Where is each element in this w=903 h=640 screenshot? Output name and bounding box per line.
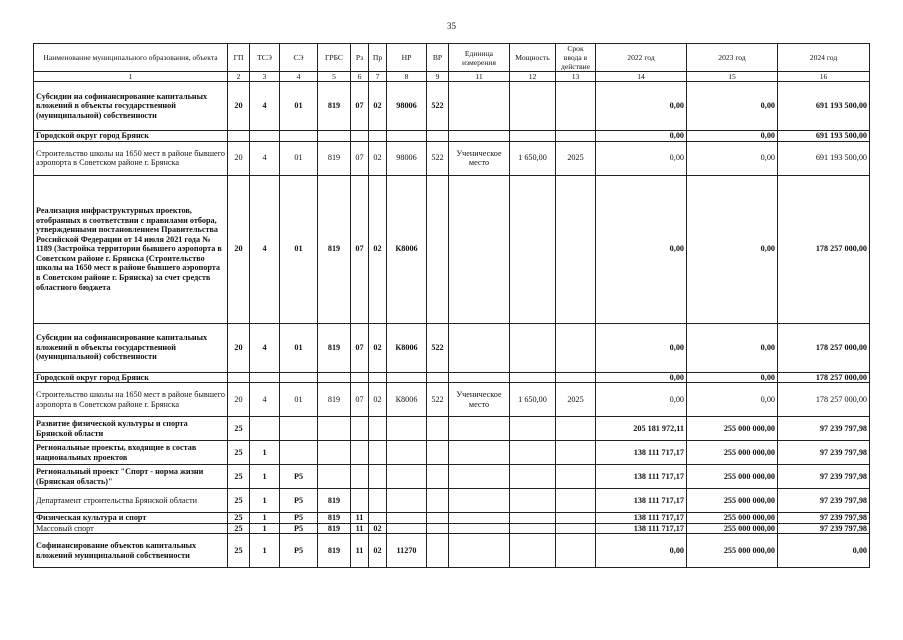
cell-gp: 20 <box>228 82 250 131</box>
cell-rz <box>351 465 369 489</box>
cell-vr <box>427 175 449 323</box>
cell-term: 2025 <box>556 141 596 175</box>
cell-power <box>510 465 556 489</box>
cell-tse: 4 <box>250 383 280 417</box>
cell-term <box>556 372 596 383</box>
cell-tse: 4 <box>250 141 280 175</box>
cell-2022: 138 111 717,17 <box>596 489 687 513</box>
cell-pr: 02 <box>369 82 387 131</box>
cell-2022: 0,00 <box>596 372 687 383</box>
cell-2022: 0,00 <box>596 82 687 131</box>
cell-grbs <box>318 131 351 142</box>
cell-pr: 02 <box>369 175 387 323</box>
cell-pr <box>369 131 387 142</box>
row-name: Городской округ город Брянск <box>34 131 228 142</box>
cell-nr <box>387 523 427 534</box>
cell-power <box>510 489 556 513</box>
cell-se: Р5 <box>280 513 318 524</box>
cell-vr: 522 <box>427 383 449 417</box>
cell-2022: 0,00 <box>596 175 687 323</box>
cell-power <box>510 323 556 372</box>
cell-se: Р5 <box>280 534 318 568</box>
cell-gp: 25 <box>228 534 250 568</box>
row-name: Региональные проекты, входящие в состав национальных проектов <box>34 441 228 465</box>
row-name: Строительство школы на 1650 мест в районе бывшего аэропорта в Советском районе г. Брянска <box>34 383 228 417</box>
index-cell: 7 <box>369 72 387 82</box>
cell-unit <box>449 131 510 142</box>
cell-2022: 205 181 972,11 <box>596 417 687 441</box>
cell-grbs: 819 <box>318 141 351 175</box>
cell-grbs: 819 <box>318 383 351 417</box>
cell-nr: К8006 <box>387 175 427 323</box>
cell-2022: 138 111 717,17 <box>596 441 687 465</box>
cell-tse: 1 <box>250 523 280 534</box>
cell-rz <box>351 372 369 383</box>
cell-nr: 11270 <box>387 534 427 568</box>
cell-power <box>510 175 556 323</box>
cell-2023: 0,00 <box>687 323 778 372</box>
table-row <box>34 465 870 489</box>
cell-se <box>280 417 318 441</box>
cell-pr <box>369 489 387 513</box>
cell-2023: 255 000 000,00 <box>687 489 778 513</box>
cell-rz <box>351 417 369 441</box>
cell-tse <box>250 131 280 142</box>
cell-gp <box>228 372 250 383</box>
cell-unit <box>449 523 510 534</box>
cell-2022: 0,00 <box>596 131 687 142</box>
cell-tse: 4 <box>250 175 280 323</box>
cell-gp: 25 <box>228 489 250 513</box>
cell-unit <box>449 465 510 489</box>
table-row <box>34 417 870 441</box>
row-name: Физическая культура и спорт <box>34 513 228 524</box>
cell-vr: 522 <box>427 82 449 131</box>
cell-pr: 02 <box>369 523 387 534</box>
cell-term <box>556 82 596 131</box>
table-row <box>34 534 870 568</box>
table-row <box>34 523 870 534</box>
cell-2023: 0,00 <box>687 175 778 323</box>
index-cell: 4 <box>280 72 318 82</box>
cell-2024: 178 257 000,00 <box>778 383 870 417</box>
cell-2023: 255 000 000,00 <box>687 513 778 524</box>
cell-se: 01 <box>280 383 318 417</box>
cell-term <box>556 441 596 465</box>
index-cell: 3 <box>250 72 280 82</box>
cell-se: 01 <box>280 141 318 175</box>
cell-2024: 97 239 797,98 <box>778 513 870 524</box>
cell-vr <box>427 534 449 568</box>
row-name: Департамент строительства Брянской области <box>34 489 228 513</box>
cell-grbs <box>318 417 351 441</box>
cell-2023: 0,00 <box>687 82 778 131</box>
cell-unit <box>449 417 510 441</box>
cell-pr <box>369 417 387 441</box>
cell-2022: 138 111 717,17 <box>596 523 687 534</box>
cell-tse: 1 <box>250 465 280 489</box>
cell-tse: 4 <box>250 82 280 131</box>
cell-nr <box>387 131 427 142</box>
cell-gp: 25 <box>228 465 250 489</box>
cell-rz: 07 <box>351 175 369 323</box>
cell-term <box>556 489 596 513</box>
cell-2023: 255 000 000,00 <box>687 534 778 568</box>
cell-se: 01 <box>280 82 318 131</box>
cell-term <box>556 513 596 524</box>
row-name: Реализация инфраструктурных проектов, отобранных в соответствии с правилами отбора, утвержденными постановлением Правительства Российской Федерации от 14 июля 2021 года № 1189 (Застройка территории бывшего аэропорта в Советском районе г. Брянска (Строительство школы на 1650 мест в районе бывшего аэропорта в Советском районе г. Брянска) за счет средств областного бюджета <box>34 175 228 323</box>
row-name: Строительство школы на 1650 мест в районе бывшего аэропорта в Советском районе г. Брянска <box>34 141 228 175</box>
cell-tse: 4 <box>250 323 280 372</box>
cell-power <box>510 534 556 568</box>
cell-gp: 25 <box>228 513 250 524</box>
table-row <box>34 175 870 323</box>
index-cell: 16 <box>778 72 870 82</box>
cell-grbs: 819 <box>318 323 351 372</box>
index-cell: 8 <box>387 72 427 82</box>
cell-unit <box>449 372 510 383</box>
cell-gp: 25 <box>228 441 250 465</box>
row-name: Субсидии на софинансирование капитальных вложений в объекты государственной (муниципальной) собственности <box>34 82 228 131</box>
header-cell: Мощность <box>510 44 556 72</box>
cell-grbs: 819 <box>318 513 351 524</box>
index-cell: 2 <box>228 72 250 82</box>
cell-2024: 691 193 500,00 <box>778 141 870 175</box>
cell-nr: 98006 <box>387 82 427 131</box>
cell-gp: 20 <box>228 323 250 372</box>
page-number: 35 <box>447 21 456 31</box>
row-name: Региональный проект "Спорт - норма жизни (Брянская область)" <box>34 465 228 489</box>
cell-grbs <box>318 372 351 383</box>
header-cell: 2022 год <box>596 44 687 72</box>
cell-nr: К8006 <box>387 323 427 372</box>
cell-rz: 07 <box>351 82 369 131</box>
table-row <box>34 372 870 383</box>
row-name: Субсидии на софинансирование капитальных вложений в объекты государственной (муниципальной) собственности <box>34 323 228 372</box>
cell-2024: 97 239 797,98 <box>778 465 870 489</box>
column-index-row <box>34 72 870 82</box>
cell-2022: 138 111 717,17 <box>596 513 687 524</box>
cell-power <box>510 441 556 465</box>
cell-pr <box>369 372 387 383</box>
table-row <box>34 131 870 142</box>
index-cell: 6 <box>351 72 369 82</box>
cell-pr: 02 <box>369 141 387 175</box>
cell-2023: 0,00 <box>687 131 778 142</box>
cell-2024: 178 257 000,00 <box>778 372 870 383</box>
cell-2023: 0,00 <box>687 141 778 175</box>
cell-unit <box>449 323 510 372</box>
cell-nr <box>387 417 427 441</box>
cell-grbs: 819 <box>318 175 351 323</box>
cell-power <box>510 417 556 441</box>
cell-tse: 1 <box>250 441 280 465</box>
table-row <box>34 323 870 372</box>
header-cell: Срок ввода в действие <box>556 44 596 72</box>
cell-power: 1 650,00 <box>510 141 556 175</box>
cell-2024: 97 239 797,98 <box>778 523 870 534</box>
cell-2022: 0,00 <box>596 323 687 372</box>
cell-vr <box>427 465 449 489</box>
cell-gp: 20 <box>228 141 250 175</box>
cell-gp: 25 <box>228 523 250 534</box>
cell-term <box>556 417 596 441</box>
header-cell: ГРБС <box>318 44 351 72</box>
cell-2024: 178 257 000,00 <box>778 175 870 323</box>
cell-vr <box>427 523 449 534</box>
table-row <box>34 513 870 524</box>
header-cell: 2023 год <box>687 44 778 72</box>
cell-2022: 0,00 <box>596 383 687 417</box>
cell-rz: 07 <box>351 141 369 175</box>
cell-unit <box>449 489 510 513</box>
cell-2022: 0,00 <box>596 534 687 568</box>
row-name: Городской округ город Брянск <box>34 372 228 383</box>
cell-grbs: 819 <box>318 489 351 513</box>
cell-grbs: 819 <box>318 534 351 568</box>
table-row <box>34 383 870 417</box>
cell-2024: 691 193 500,00 <box>778 82 870 131</box>
cell-term <box>556 323 596 372</box>
cell-vr <box>427 131 449 142</box>
cell-vr <box>427 441 449 465</box>
cell-power <box>510 372 556 383</box>
cell-rz <box>351 489 369 513</box>
cell-tse: 1 <box>250 489 280 513</box>
table-row <box>34 441 870 465</box>
cell-2023: 0,00 <box>687 372 778 383</box>
table-row <box>34 141 870 175</box>
cell-unit <box>449 175 510 323</box>
header-cell: СЭ <box>280 44 318 72</box>
row-name: Развитие физической культуры и спорта Брянской области <box>34 417 228 441</box>
cell-se: Р5 <box>280 523 318 534</box>
cell-pr <box>369 513 387 524</box>
cell-se <box>280 372 318 383</box>
cell-2024: 97 239 797,98 <box>778 417 870 441</box>
cell-vr: 522 <box>427 141 449 175</box>
cell-se <box>280 131 318 142</box>
index-cell: 13 <box>556 72 596 82</box>
cell-2024: 178 257 000,00 <box>778 323 870 372</box>
cell-nr <box>387 465 427 489</box>
cell-2023: 255 000 000,00 <box>687 523 778 534</box>
cell-nr: К8006 <box>387 383 427 417</box>
cell-term <box>556 523 596 534</box>
cell-rz: 07 <box>351 383 369 417</box>
cell-power <box>510 513 556 524</box>
cell-2022: 138 111 717,17 <box>596 465 687 489</box>
cell-2024: 97 239 797,98 <box>778 441 870 465</box>
cell-term <box>556 131 596 142</box>
cell-2023: 0,00 <box>687 383 778 417</box>
cell-se: Р5 <box>280 465 318 489</box>
cell-unit: Ученическое место <box>449 383 510 417</box>
cell-power <box>510 131 556 142</box>
table-row <box>34 82 870 131</box>
row-name: Массовый спорт <box>34 523 228 534</box>
cell-rz: 07 <box>351 323 369 372</box>
cell-rz: 11 <box>351 523 369 534</box>
cell-vr <box>427 417 449 441</box>
header-cell: Наименование муниципального образования, объекта <box>34 44 228 72</box>
index-cell: 9 <box>427 72 449 82</box>
cell-unit <box>449 513 510 524</box>
cell-pr <box>369 465 387 489</box>
cell-vr <box>427 489 449 513</box>
cell-power <box>510 523 556 534</box>
cell-2022: 0,00 <box>596 141 687 175</box>
cell-grbs: 819 <box>318 82 351 131</box>
cell-unit <box>449 441 510 465</box>
row-name: Софинансирование объектов капитальных вложений муниципальной собственности <box>34 534 228 568</box>
cell-2023: 255 000 000,00 <box>687 465 778 489</box>
index-cell: 1 <box>34 72 228 82</box>
cell-gp: 20 <box>228 175 250 323</box>
cell-vr: 522 <box>427 323 449 372</box>
cell-unit <box>449 82 510 131</box>
cell-term: 2025 <box>556 383 596 417</box>
cell-nr: 98006 <box>387 141 427 175</box>
cell-2023: 255 000 000,00 <box>687 441 778 465</box>
index-cell: 5 <box>318 72 351 82</box>
header-cell: 2024 год <box>778 44 870 72</box>
header-cell: Пр <box>369 44 387 72</box>
budget-table <box>33 43 870 568</box>
cell-grbs: 819 <box>318 523 351 534</box>
cell-grbs <box>318 465 351 489</box>
index-cell: 15 <box>687 72 778 82</box>
cell-se <box>280 441 318 465</box>
cell-se: 01 <box>280 323 318 372</box>
cell-nr <box>387 489 427 513</box>
header-cell: ГП <box>228 44 250 72</box>
header-cell: НР <box>387 44 427 72</box>
cell-power: 1 650,00 <box>510 383 556 417</box>
header-row <box>34 44 870 72</box>
cell-2024: 97 239 797,98 <box>778 489 870 513</box>
cell-pr: 02 <box>369 383 387 417</box>
cell-unit: Ученическое место <box>449 141 510 175</box>
header-cell: ВР <box>427 44 449 72</box>
cell-tse: 1 <box>250 534 280 568</box>
cell-nr <box>387 372 427 383</box>
index-cell: 12 <box>510 72 556 82</box>
cell-rz: 11 <box>351 513 369 524</box>
cell-gp: 25 <box>228 417 250 441</box>
cell-gp <box>228 131 250 142</box>
cell-rz: 11 <box>351 534 369 568</box>
cell-tse: 1 <box>250 513 280 524</box>
cell-2024: 0,00 <box>778 534 870 568</box>
header-cell: Единица измерения <box>449 44 510 72</box>
cell-unit <box>449 534 510 568</box>
cell-2024: 691 193 500,00 <box>778 131 870 142</box>
cell-pr: 02 <box>369 323 387 372</box>
header-cell: Рз <box>351 44 369 72</box>
index-cell: 14 <box>596 72 687 82</box>
cell-pr <box>369 441 387 465</box>
cell-term <box>556 534 596 568</box>
cell-se: Р5 <box>280 489 318 513</box>
cell-term <box>556 465 596 489</box>
cell-2023: 255 000 000,00 <box>687 417 778 441</box>
cell-se: 01 <box>280 175 318 323</box>
cell-nr <box>387 441 427 465</box>
cell-pr: 02 <box>369 534 387 568</box>
cell-tse <box>250 417 280 441</box>
cell-gp: 20 <box>228 383 250 417</box>
cell-term <box>556 175 596 323</box>
cell-vr <box>427 513 449 524</box>
cell-grbs <box>318 441 351 465</box>
cell-nr <box>387 513 427 524</box>
cell-rz <box>351 131 369 142</box>
cell-vr <box>427 372 449 383</box>
header-cell: ТСЭ <box>250 44 280 72</box>
table-row <box>34 489 870 513</box>
cell-tse <box>250 372 280 383</box>
cell-rz <box>351 441 369 465</box>
index-cell: 11 <box>449 72 510 82</box>
cell-power <box>510 82 556 131</box>
